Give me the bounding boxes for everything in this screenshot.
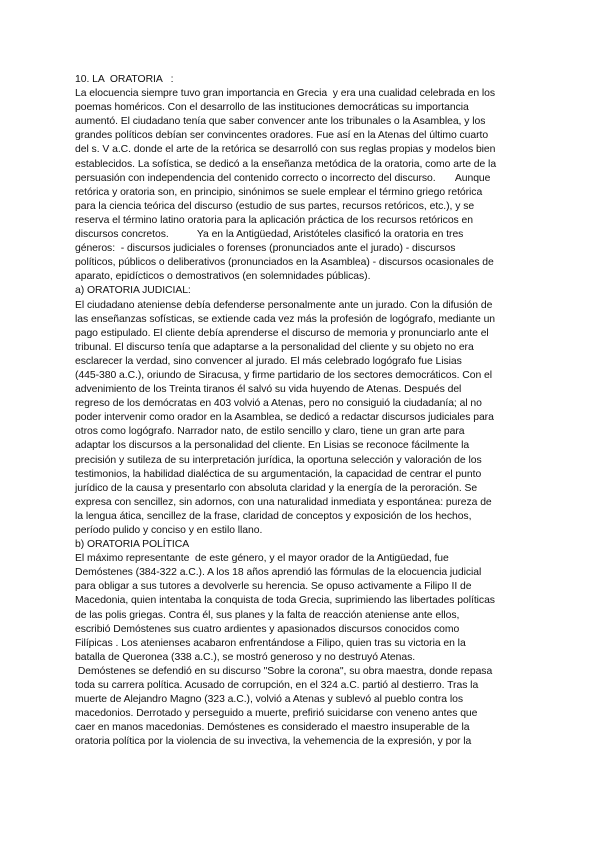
paragraph-line: discursos concretos. Ya en la Antigüedad, Aristóteles clasificó la oratoria en tres xyxy=(75,229,464,241)
paragraph-line: La elocuencia siempre tuvo gran importancia en Grecia y era una cualidad celebrada en los xyxy=(75,88,496,100)
paragraph-line: Filípicas . Los atenienses acabaron enfrentándose a Filipo, quien tras su victoria en la xyxy=(75,637,466,649)
paragraph-line: muerte de Alejandro Magno (323 a.C.), volvió a Atenas y sublevó al pueblo contra los xyxy=(75,694,463,706)
paragraph-line: grandes políticos debían ser convincentes oradores. Fue así en la Atenas del último cuarto xyxy=(75,130,489,142)
paragraph-line: reserva el término latino oratoria para la aplicación práctica de los recursos retóricos en xyxy=(75,214,473,226)
paragraph-line: del s. V a.C. donde el arte de la retórica se desarrolló con sus reglas propias y modelos bien xyxy=(75,144,496,156)
paragraph-line: de las polis griegas. Contra él, sus planes y la falta de reacción ateniense ante ellos, xyxy=(75,609,460,621)
paragraph-line: adaptar los discursos a la personalidad del cliente. En Lisias se reconoce fácilmente la xyxy=(75,440,470,452)
paragraph-line: caer en manos macedonias. Demóstenes es considerado el maestro insuperable de la xyxy=(75,722,470,734)
paragraph-line: esclarecer la verdad, sino convencer al jurado. El más celebrado logógrafo fue Lisias xyxy=(75,355,462,367)
paragraph-line: poemas homéricos. Con el desarrollo de las instituciones democráticas su importancia xyxy=(75,102,469,114)
paragraph-line: precisión y sutileza de su interpretación jurídica, la oportuna selección y valoración de los xyxy=(75,454,482,466)
paragraph-line: poder intervenir como orador en la Asamblea, se dedicó a redactar discursos judiciales para xyxy=(75,412,494,424)
paragraph-line: Demóstenes (384-322 a.C.). A los 18 años aprendió las fórmulas de la elocuencia judicial xyxy=(75,567,482,579)
paragraph-line: las enseñanzas sofísticas, se extiende cada vez más la profesión de logógrafo, mediante un xyxy=(75,313,496,325)
paragraph-line: para obligar a sus tutores a devolverle su herencia. Se opuso activamente a Filipo II de xyxy=(75,581,472,593)
paragraph-line: (445-380 a.C.), oriundo de Siracusa, y firme partidario de los sectores democráticos. Con el xyxy=(75,369,492,381)
paragraph-line: establecidos. La sofística, se dedicó a la enseñanza metódica de la oratoria, como arte de la xyxy=(75,158,497,170)
paragraph-line: aparato, epidícticos o demostrativos (en solemnidades públicas). xyxy=(75,271,371,283)
subsection-heading: a) ORATORIA JUDICIAL: xyxy=(75,285,191,297)
paragraph-line: pago estipulado. El cliente debía aprenderse el discurso de memoria y pronunciarlo ante el xyxy=(75,327,489,339)
paragraph-line: El máximo representante de este género, y el mayor orador de la Antigüedad, fue xyxy=(75,553,449,565)
section-title: 10. LA ORATORIA : xyxy=(75,74,174,85)
paragraph-line: oratoria política por la violencia de su invectiva, la vehemencia de la expresión, y por la xyxy=(75,736,472,748)
paragraph-line: toda su carrera política. Acusado de corrupción, en el 324 a.C. partió al destierro. Tras la xyxy=(75,680,479,692)
paragraph-line: la lengua ática, sencillez de la frase, claridad de conceptos y exposición de los hechos, xyxy=(75,510,472,522)
document-body xyxy=(75,73,533,750)
paragraph-line: otros como logógrafo. Narrador nato, de estilo sencillo y claro, tiene un gran arte para xyxy=(75,426,465,438)
paragraph-line: escribió Demóstenes sus cuatro ardientes y apasionados discursos conocidos como xyxy=(75,623,460,635)
paragraph-line: Demóstenes se defendió en su discurso "Sobre la corona", su obra maestra, donde repasa xyxy=(75,665,493,677)
paragraph-line: para la ciencia teórica del discurso (estudio de sus partes, recursos retóricos, etc.), y se xyxy=(75,200,475,212)
paragraph-line: período pulido y conciso y en estilo llano. xyxy=(75,525,263,536)
paragraph-line: advenimiento de los Treinta tiranos él salvó su vida huyendo de Atenas. Después del xyxy=(75,384,462,396)
paragraph-line: políticos, públicos o deliberativos (pronunciados en la Asamblea) - discursos ocasionales de xyxy=(75,257,494,269)
paragraph-line: tribunal. El discurso tenía que adaptarse a la personalidad del cliente y su objeto no era xyxy=(75,341,474,353)
paragraph-line: El ciudadano ateniense debía defenderse personalmente ante un jurado. Con la difusión de xyxy=(75,299,493,311)
paragraph-line: persuasión con independencia del contenido correcto o incorrecto del discurso. Aunque xyxy=(75,172,491,184)
paragraph-line: batalla de Queronea (338 a.C.), se mostró generoso y no destruyó Atenas. xyxy=(75,651,416,663)
paragraph-line: macedonios. Derrotado y perseguido a muerte, prefirió suicidarse con veneno antes que xyxy=(75,708,478,720)
paragraph-line: Macedonia, quien intentaba la conquista de toda Grecia, suprimiendo las libertades políticas xyxy=(75,595,495,607)
paragraph-line: regreso de los demócratas en 403 volvió a Atenas, pero no consiguió la ciudadanía; al no xyxy=(75,398,482,410)
paragraph-line: aumentó. El ciudadano tenía que saber convencer ante los tribunales o la Asamblea, y los xyxy=(75,116,486,128)
paragraph-line: jurídico de la causa y presentarlo con absoluta claridad y la energía de la peroración. Se xyxy=(75,482,478,494)
subsection-heading: b) ORATORIA POLÍTICA xyxy=(75,539,190,551)
paragraph-line: expresa con sencillez, sin adornos, con una naturalidad inmediata y espontánea: pureza de xyxy=(75,496,492,508)
paragraph-line: géneros: - discursos judiciales o forenses (pronunciados ante el jurado) - discursos xyxy=(75,243,456,255)
paragraph-line: retórica y oratoria son, en principio, sinónimos se suele emplear el término griego retórica xyxy=(75,186,483,198)
paragraph-line: testimonios, la habilidad dialéctica de su argumentación, la capacidad de centrar el punto xyxy=(75,468,482,480)
